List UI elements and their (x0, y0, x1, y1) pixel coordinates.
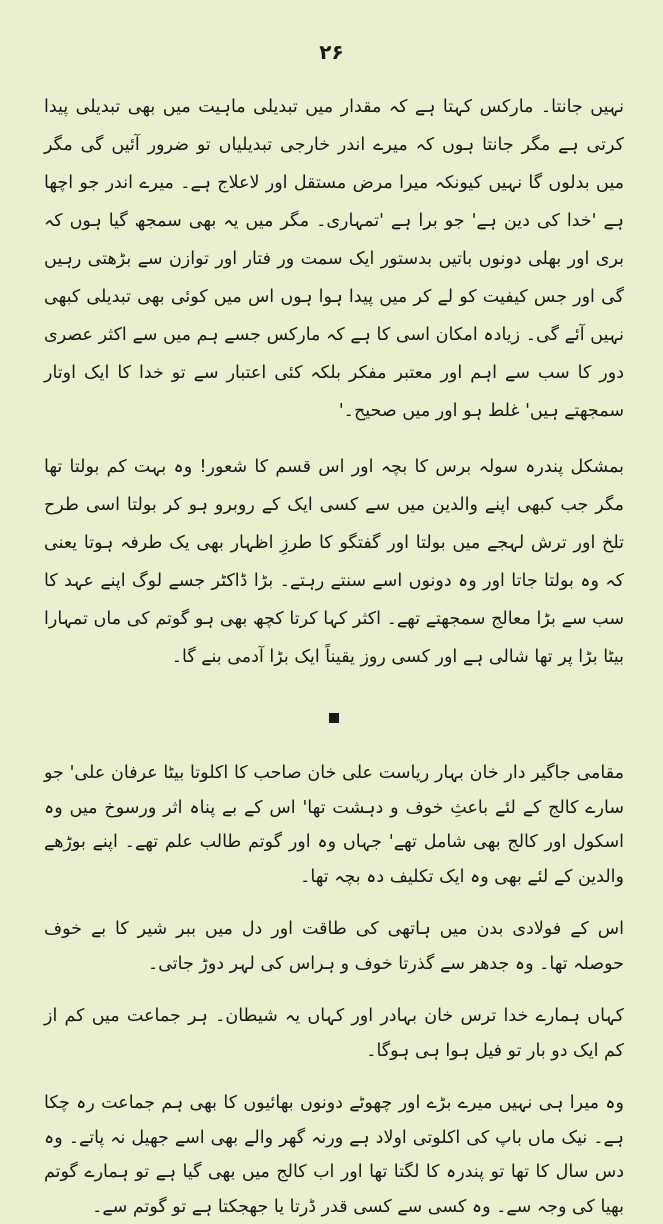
square-bullet-icon (329, 713, 339, 723)
section-separator (44, 686, 624, 750)
paragraph-irfan-failing: کہاں ہمارے خدا ترس خان بہادر اور کہاں یہ شیطان۔ ہر جماعت میں کم از کم ایک دو بار تو فیل ہوا ہی ہوگا۔ (44, 1006, 624, 1061)
paragraph-marx: نہیں جانتا۔ مارکس کہتا ہے کہ مقدار میں تبدیلی ماہیت میں بھی تبدیلی پیدا کرتی ہے مگر جانتا ہوں کہ میرے اندر خارجی تبدیلیاں تو ضرور آئیں گی مگر میں بدلوں گا نہیں کیونکہ میرا مرض مستقل اور لاعلاج ہے۔ میرے اندر جو اچھا ہے 'خدا کی دین ہے' جو برا ہے 'تمہاری۔ مگر میں یہ بھی سمجھ گیا ہوں کہ بری اور بھلی دونوں باتیں بدستور ایک سمت ور فتار اور توازن سے بڑھتی رہیں گی اور جس کیفیت کو لے کر میں پیدا ہوا ہوں اس میں کوئی بھی تبدیلی کبھی نہیں آئے گی۔ زیادہ امکان اسی کا ہے کہ مارکس جسے ہم میں سے اکثر عصری دور کا سب سے اہم اور معتبر مفکر بلکہ کئی اعتبار سے تو خدا کا ایک اوتار سمجھتے ہیں' غلط ہو اور میں صحیح۔' (44, 97, 624, 421)
page-body (44, 88, 624, 1224)
paragraph-irfan-intro: مقامی جاگیر دار خان بہار ریاست علی خان صاحب کا اکلوتا بیٹا عرفان علی' جو سارے کالج کے لئے باعثِ خوف و دہشت تھا' اس کے بے پناہ اثر ورسوخ میں وہ اسکول اور کالج بھی شامل تھے' جہاں وہ اور گوتم طالب علم تھے۔ اپنے بوڑھے والدین کے لئے بھی وہ ایک تکلیف دہ بچہ تھا۔ (44, 763, 624, 887)
page-number: ۲۶ (319, 40, 344, 64)
paragraph-gautam-childhood: بمشکل پندرہ سولہ برس کا بچہ اور اس قسم کا شعور! وہ بہت کم بولتا تھا مگر جب کبھی اپنے والدین میں سے کسی ایک کے روبرو ہو کر بولتا اسی طرح تلخ اور ترش لہجے میں بولتا اور گفتگو کا طرزِ اظہار بھی یک طرفہ ہوتا یعنی کہ وہ بولتا جاتا اور وہ دونوں اسے سنتے رہتے۔ بڑا ڈاکٹر جسے لوگ اپنے عہد کا سب سے بڑا معالج سمجھتے تھے۔ اکثر کہا کرتا کچھ بھی ہو گوتم کی ماں تمہارا بیٹا بڑا پر تھا شالی ہے اور کسی روز یقیناً ایک بڑا آدمی بنے گا۔ (44, 457, 624, 667)
paragraph-irfan-strength: اس کے فولادی بدن میں ہاتھی کی طاقت اور دل میں ببر شیر کا بے خوف حوصلہ تھا۔ وہ جدھر سے گذرتا خوف و ہراس کی لہر دوڑ جاتی۔ (44, 919, 624, 974)
paragraph-irfan-classmate: وہ میرا ہی نہیں میرے بڑے اور چھوٹے دونوں بھائیوں کا بھی ہم جماعت رہ چکا ہے۔ نیک ماں باپ کی اکلوتی اولاد ہے ورنہ گھر والے بھی اسے جھیل نہ پاتے۔ وہ دس سال کا تھا تو پندرہ کا لگتا تھا اور اب کالج میں بھی گیا ہے تو ہمارے گوتم بھیا کی وجہ سے۔ وہ کسی سے کسی قدر ڈرتا یا جھجکتا ہے تو گوتم سے۔ (44, 1093, 624, 1217)
